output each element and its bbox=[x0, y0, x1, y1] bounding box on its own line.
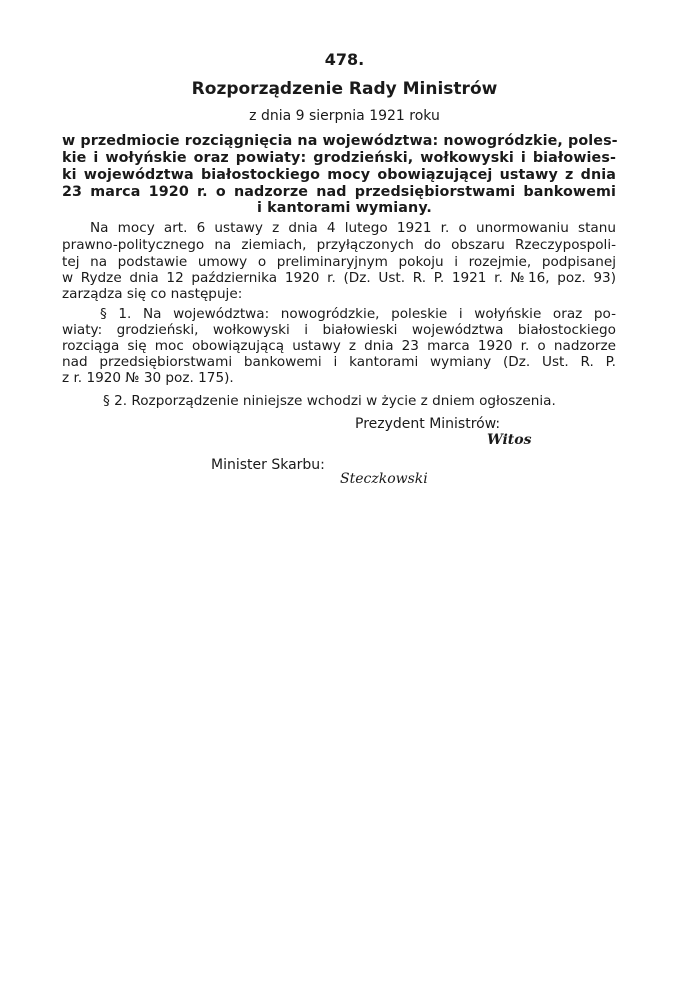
minister-label: Minister Skarbu: bbox=[211, 457, 325, 473]
minister-signature: Steczkowski bbox=[340, 471, 428, 487]
subject-line: 23 marca 1920 r. o nadzorze nad przedsiębiorstwami bankowemi bbox=[62, 184, 616, 200]
section1-line: nad przedsiębiorstwami bankowemi i kantorami wymiany (Dz. Ust. R. P. bbox=[62, 354, 616, 370]
document-date: z dnia 9 sierpnia 1921 roku bbox=[249, 108, 440, 124]
document-title: Rozporządzenie Rady Ministrów bbox=[191, 79, 498, 99]
preamble-line: Na mocy art. 6 ustawy z dnia 4 lutego 1921 r. o unormowaniu stanu bbox=[90, 220, 616, 236]
document-number: 478. bbox=[324, 50, 365, 69]
subject-line: ki województwa białostockiego mocy obowiązującej ustawy z dnia bbox=[62, 167, 616, 183]
subject-line: w przedmiocie rozciągnięcia na województwa: nowogródzkie, poles- bbox=[62, 133, 618, 149]
subject-line: kie i wołyńskie oraz powiaty: grodzieński, wołkowyski i białowies- bbox=[62, 150, 616, 166]
section1-line: rozciąga się moc obowiązującą ustawy z dnia 23 marca 1920 r. o nadzorze bbox=[62, 338, 616, 354]
president-signature: Witos bbox=[487, 432, 532, 448]
preamble-line: zarządza się co następuje: bbox=[62, 286, 243, 302]
section2-line: § 2. Rozporządzenie niniejsze wchodzi w życie z dniem ogłoszenia. bbox=[103, 393, 556, 409]
subject-line: i kantorami wymiany. bbox=[257, 200, 432, 216]
preamble-line: tej na podstawie umowy o preliminaryjnym pokoju i rozejmie, podpisanej bbox=[62, 254, 616, 270]
section1-line: z r. 1920 № 30 poz. 175). bbox=[62, 370, 234, 386]
preamble-line: w Rydze dnia 12 października 1920 r. (Dz. Ust. R. P. 1921 r. №16, poz. 93) bbox=[62, 270, 616, 286]
section1-line: § 1. Na województwa: nowogródzkie, poleskie i wołyńskie oraz po- bbox=[100, 306, 616, 322]
section1-line: wiaty: grodzieński, wołkowyski i białowieski województwa białostockiego bbox=[62, 322, 616, 338]
preamble-line: prawno-politycznego na ziemiach, przyłączonych do obszaru Rzeczypospoli- bbox=[62, 237, 616, 253]
president-label: Prezydent Ministrów: bbox=[355, 416, 501, 432]
